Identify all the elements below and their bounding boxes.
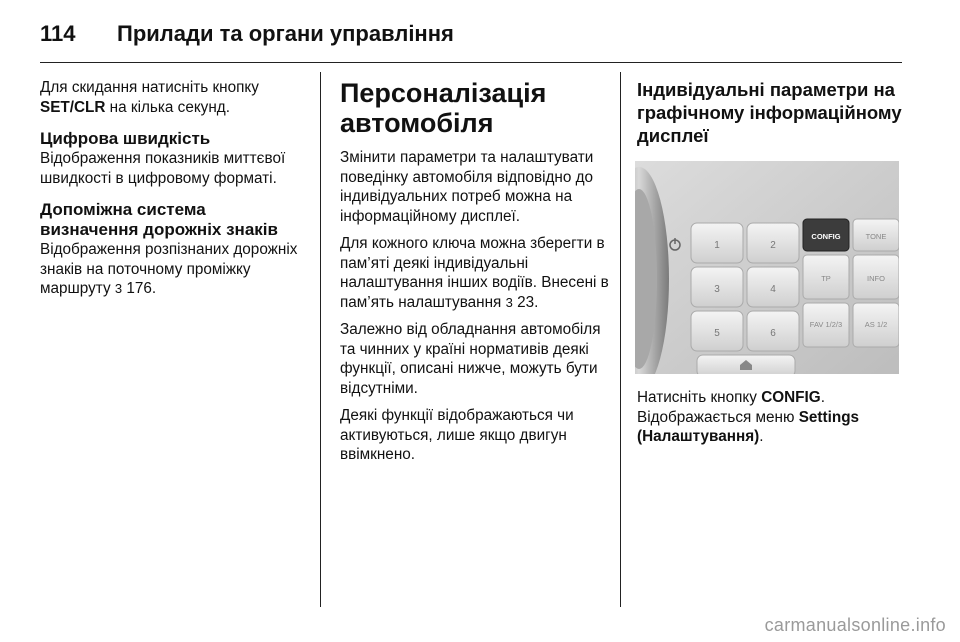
info-label: INFO (867, 274, 885, 283)
preset-label-5: 5 (714, 328, 720, 339)
press-config-period: . (820, 389, 825, 406)
key-memory-text: Для кожного ключа можна зберегти в пам’яті деякі індивідуальні налаштування інших водіїв. (340, 235, 605, 291)
key-memory-paragraph (340, 234, 612, 312)
press-config-paragraph (637, 388, 905, 447)
digital-speed-text: Відображення показників миттєвої швидкості в цифровому форматі. (40, 150, 286, 187)
menu-shown-text: Відображається меню (637, 408, 799, 426)
preset-label-4: 4 (770, 284, 776, 295)
preset-label-6: 6 (770, 328, 776, 339)
reset-tail: на кілька секунд. (105, 98, 230, 116)
column-divider (620, 72, 621, 607)
sign-recognition-paragraph (40, 240, 308, 299)
preset-label-2: 2 (770, 240, 776, 251)
config-label: CONFIG (811, 232, 841, 241)
header-rule (40, 62, 902, 63)
column-2 (340, 78, 612, 473)
memory-settings-text: Внесені в пам’ять налаштування (340, 274, 609, 311)
page-header (40, 14, 900, 54)
tone-label: TONE (865, 232, 887, 241)
page-reference-link[interactable]: 23. (517, 293, 539, 311)
set-clr-key: SET/CLR (40, 98, 106, 116)
config-key: CONFIG (761, 389, 821, 406)
sign-recognition-text: Відображення розпізнаних дорожніх знаків на поточному проміжку маршруту (40, 241, 298, 297)
digital-speed-heading: Цифрова швидкість (40, 129, 211, 148)
settings-menu-label: Settings (Налаштування) (637, 408, 860, 445)
column-3 (637, 78, 905, 455)
preset-label-1: 1 (714, 240, 720, 251)
sign-recognition-heading: Допоміжна система визначення дорожніх знаків (40, 200, 278, 239)
reset-text: Для скидання натисніть кнопку (40, 79, 259, 96)
fav-label: FAV 1/2/3 (809, 320, 843, 329)
reset-paragraph (40, 78, 308, 117)
equipment-note: Залежно від обладнання автомобіля та чинних у країні нормативів деякі функції, описані нижче, можуть бути відсутніми. (340, 321, 601, 397)
column-divider (320, 72, 321, 607)
watermark: carmanualsonline.info (764, 615, 946, 635)
press-config-text: Натисніть кнопку (637, 389, 762, 406)
as-label: AS 1/2 (864, 320, 888, 329)
engine-note: Деякі функції відображаються чи активуються, лише якщо двигун ввімкнено. (340, 407, 574, 463)
reference-arrow-icon: 3 (114, 281, 123, 296)
page-reference-link[interactable]: 176. (126, 280, 157, 297)
graphic-display-heading: Індивідуальні параметри на графічному інформаційному дисплеї (637, 79, 902, 146)
page-title: Прилади та органи управління (117, 21, 454, 46)
reference-arrow-icon: 3 (505, 294, 513, 310)
menu-shown-period: . (759, 428, 764, 445)
preset-label-3: 3 (714, 284, 720, 295)
control-panel-photo (635, 161, 899, 374)
tp-label: TP (821, 274, 831, 283)
column-1 (40, 78, 308, 307)
personalization-intro: Змінити параметри та налаштувати поведінку автомобіля відповідно до індивідуальних потреб можна на інформаційному дисплеї. (340, 149, 594, 225)
personalization-heading: Персоналізація автомобіля (340, 78, 547, 138)
page-number: 114 (40, 21, 76, 46)
